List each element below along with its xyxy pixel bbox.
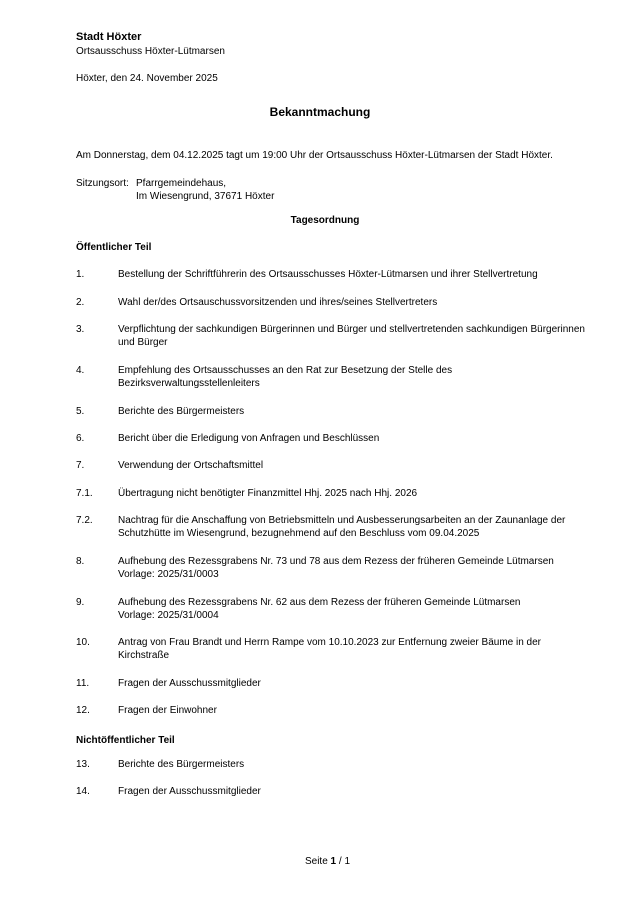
agenda-item-text xyxy=(118,677,578,690)
agenda-item-number: 8. xyxy=(76,556,85,567)
agenda-item-number: 14. xyxy=(76,786,90,797)
agenda-item-line: Empfehlung des Ortsausschusses an den Rat zur Besetzung der Stelle des xyxy=(118,365,453,376)
agenda-item-line: Schutzhütte im Wiesengrund, bezugnehmend auf den Beschluss vom 09.04.2025 xyxy=(118,528,480,539)
agenda-item-number: 7.2. xyxy=(76,515,93,526)
agenda-item-line: Fragen der Einwohner xyxy=(118,705,217,716)
agenda-item-text xyxy=(118,636,578,662)
agenda-item-text xyxy=(118,323,585,349)
footer-prefix: Seite xyxy=(304,856,331,867)
location-label: Sitzungsort: xyxy=(76,178,129,189)
agenda-item-number: 6. xyxy=(76,433,85,444)
agenda-item-line: und Bürger xyxy=(118,337,168,348)
date-line: Höxter, den 24. November 2025 xyxy=(76,73,218,84)
agenda-item-line: Nachtrag für die Anschaffung von Betriebsmitteln und Ausbesserungsarbeiten an der Zaunanlage der xyxy=(118,515,566,526)
agenda-item-text xyxy=(118,758,578,771)
agenda-item-line: Bericht über die Erledigung von Anfragen und Beschlüssen xyxy=(118,433,380,444)
agenda-item-number: 5. xyxy=(76,406,85,417)
agenda-item-number: 2. xyxy=(76,297,85,308)
agenda-item-line: Verwendung der Ortschaftsmittel xyxy=(118,460,264,471)
agenda-item-text xyxy=(118,514,578,540)
agenda-item-line: Wahl der/des Ortsauschussvorsitzenden und ihres/seines Stellvertreters xyxy=(118,297,438,308)
agenda-item-line: Aufhebung des Rezessgrabens Nr. 73 und 78 aus dem Rezess der früheren Gemeinde Lütmarsen xyxy=(118,556,554,567)
agenda-item-number: 4. xyxy=(76,365,85,376)
page-footer xyxy=(0,856,640,867)
document-title: Bekanntmachung xyxy=(269,105,371,119)
footer-current-page: 1 xyxy=(330,856,337,867)
agenda-item-text xyxy=(118,487,578,500)
agenda-item-line: Kirchstraße xyxy=(118,650,170,661)
agenda-item-line: Berichte des Bürgermeisters xyxy=(118,759,245,770)
agenda-item-text xyxy=(118,704,578,717)
agenda-item-line: Verpflichtung der sachkundigen Bürgerinnen und Bürger und stellvertretenden sachkundigen Bürgerinnen xyxy=(118,324,585,335)
agenda-item-line: Bestellung der Schriftführerin des Ortsausschusses Höxter-Lütmarsen und ihrer Stellvertretung xyxy=(118,269,538,280)
agenda-item-line: Vorlage: 2025/31/0004 xyxy=(118,610,219,621)
agenda-item-text xyxy=(118,459,578,472)
agenda-item-text xyxy=(118,555,578,581)
org-subtitle: Ortsausschuss Höxter-Lütmarsen xyxy=(76,46,225,57)
location-line-1: Pfarrgemeindehaus, xyxy=(136,178,227,189)
agenda-item-text xyxy=(118,432,578,445)
agenda-item-line: Bezirksverwaltungsstellenleiters xyxy=(118,378,260,389)
agenda-item-number: 3. xyxy=(76,324,85,335)
footer-separator: / xyxy=(336,856,345,867)
org-name: Stadt Höxter xyxy=(76,31,142,43)
agenda-item-line: Fragen der Ausschussmitglieder xyxy=(118,786,261,797)
public-section-title: Öffentlicher Teil xyxy=(76,242,152,253)
agenda-item-text xyxy=(118,268,578,281)
agenda-item-line: Aufhebung des Rezessgrabens Nr. 62 aus dem Rezess der früheren Gemeinde Lütmarsen xyxy=(118,597,521,608)
agenda-item-line: Fragen der Ausschussmitglieder xyxy=(118,678,261,689)
agenda-item-text xyxy=(118,405,578,418)
agenda-item-line: Antrag von Frau Brandt und Herrn Rampe vom 10.10.2023 zur Entfernung zweier Bäume in der xyxy=(118,637,542,648)
agenda-item-text xyxy=(118,364,578,390)
agenda-item-number: 12. xyxy=(76,705,90,716)
agenda-item-number: 7. xyxy=(76,460,85,471)
agenda-item-number: 7.1. xyxy=(76,488,93,499)
intro-text: Am Donnerstag, dem 04.12.2025 tagt um 19:00 Uhr der Ortsausschuss Höxter-Lütmarsen der Stadt Höxter. xyxy=(76,150,553,161)
agenda-item-line: Berichte des Bürgermeisters xyxy=(118,406,245,417)
agenda-title: Tagesordnung xyxy=(290,215,360,226)
location-line-2: Im Wiesengrund, 37671 Höxter xyxy=(136,191,275,202)
agenda-item-number: 9. xyxy=(76,597,85,608)
agenda-item-text xyxy=(118,785,578,798)
agenda-item-line: Übertragung nicht benötigter Finanzmittel Hhj. 2025 nach Hhj. 2026 xyxy=(118,488,418,499)
agenda-item-number: 13. xyxy=(76,759,90,770)
agenda-item-number: 11. xyxy=(76,678,90,689)
agenda-item-text xyxy=(118,596,578,622)
agenda-item-number: 1. xyxy=(76,269,85,280)
agenda-item-line: Vorlage: 2025/31/0003 xyxy=(118,569,219,580)
footer-total-pages: 1 xyxy=(344,856,351,867)
agenda-item-text xyxy=(118,296,578,309)
private-section-title: Nichtöffentlicher Teil xyxy=(76,735,175,746)
agenda-item-number: 10. xyxy=(76,637,90,648)
